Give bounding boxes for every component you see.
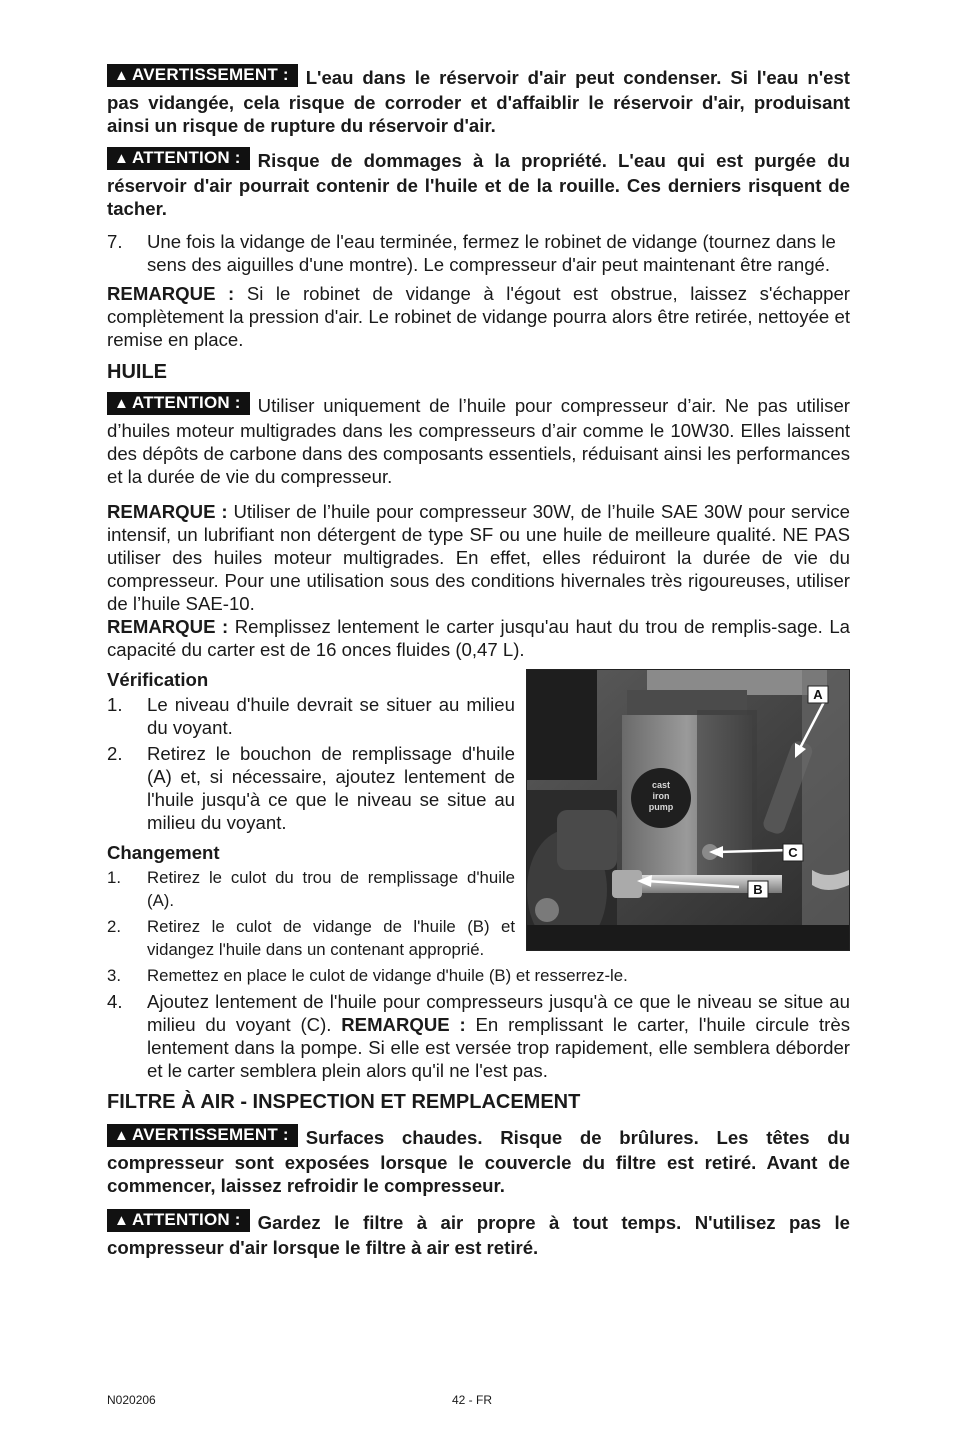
plate-text: pump [648,802,674,812]
callout-label-b: B [753,882,763,897]
list-item: 1. Le niveau d'huile devrait se situer au milieu du voyant. [107,694,515,738]
changement-list-long [107,964,850,1082]
subheading-verification: Vérification [107,669,209,690]
list-item: 7. Une fois la vidange de l'eau terminée, fermez le robinet de vidange (tournez dans le sens des aiguilles d'une montre). Le compresseur d'air peut maintenant être rangé. [107,231,836,275]
page-number: 42 - FR [452,1393,493,1407]
attention-oil-type: ▲ ATTENTION : Utiliser uniquement de l’huile pour compresseur d’air. Ne pas utiliser d’huiles moteur multigrades dans les compresseurs d’air comme le 10W30. Elles laissent des dépôts de carbone dans des composants essentiels, réduisant ainsi les performances et la durée de vie du compresseur. [107,393,850,487]
step-list-drain [107,230,850,276]
subheading-changement: Changement [107,842,220,863]
plate-text: cast [651,780,671,790]
warning-condensation [107,66,850,137]
warning-triangle-icon: ▲ [114,395,130,412]
attention-badge: ▲ ATTENTION : [107,1209,250,1232]
list-item: 1. Retirez le culot du trou de remplissage d'huile (A). [107,868,515,910]
callout-label-c: C [788,845,798,860]
document-code: N020206 [107,1393,156,1407]
plate-text: iron [652,791,670,801]
list-item: 3. Remettez en place le culot de vidange d'huile (B) et resserrez-le. [107,966,628,985]
attention-property-damage [107,149,850,220]
list-item: 4. Ajoutez lentement de l'huile pour compresseurs jusqu'à ce que le niveau se situe au milieu du voyant (C). REMARQUE : En remplissant le carter, l'huile circule très lentement dans la pompe. Si elle est versée trop rapidement, elle semblera déborder et le carter semblera plein alors qu'il ne l'est pas. [107,991,850,1081]
section-heading-huile: HUILE [107,361,167,383]
section-heading-filtre: FILTRE À AIR - INSPECTION ET REMPLACEMENT [107,1091,581,1113]
list-item: 2. Retirez le culot de vidange de l'huile (B) et vidangez l'huile dans un contenant approprié. [107,917,515,959]
warning-triangle-icon: ▲ [114,150,130,167]
avertissement-badge: ▲ AVERTISSEMENT : [107,1124,298,1147]
attention-air-filter: ▲ ATTENTION : Gardez le filtre à air propre à tout temps. N'utilisez pas le compresseur d'air lorsque le filtre à air est retiré. [107,1210,850,1258]
attention-badge: ▲ ATTENTION : [107,392,250,415]
manual-page [107,66,850,1271]
warning-hot-surfaces: ▲ AVERTISSEMENT : Surfaces chaudes. Risque de brûlures. Les têtes du compresseur sont exposées lorsque le couvercle du filtre est retiré. Avant de commencer, laissez refroidir le compresseur. [107,1125,850,1196]
oil-procedure-block [107,669,850,961]
warning-triangle-icon: ▲ [114,1212,130,1229]
compressor-pump-photo [526,669,850,951]
pump-illustration [527,670,849,950]
warning-triangle-icon: ▲ [114,67,130,84]
warning-text: L'eau dans le réservoir d'air peut condenser. Si l'eau n'est pas vidangée, cela risque de corroder et d'affaiblir le réservoir d'air, produisant ainsi un risque de rupture du réservoir d'air. [107,67,850,136]
note-oil-capacity: REMARQUE : Remplissez lentement le carter jusqu'au haut du trou de remplis-sage. La capacité du carter est de 16 onces fluides (0,47 L). [107,616,851,660]
attention-badge: ▲ ATTENTION : [107,147,250,170]
avertissement-badge: ▲ AVERTISSEMENT : [107,64,298,87]
note-oil-grade: REMARQUE : Utiliser de l’huile pour compresseur 30W, de l’huile SAE 30W pour service intensif, un lubrifiant non détergent de type SF ou une huile de meilleure qualité. NE PAS utiliser des huiles moteur multigrades. En effet, elles réduiront la durée de vie du compresseur. Pour une utilisation sous des conditions hivernales très rigoureuses, utiliser de l’huile SAE-10. [107,501,851,614]
warning-triangle-icon: ▲ [114,1127,130,1144]
verification-list [107,693,515,834]
oil-procedure-text [107,669,515,961]
attention-text: Risque de dommages à la propriété. L'eau qui est purgée du réservoir d'air pourrait contenir de l'huile et de la rouille. Ces derniers risquent de tacher. [107,150,850,219]
callout-label-a: A [813,687,823,702]
changement-list-short [107,866,515,961]
note-drain-valve: REMARQUE : Si le robinet de vidange à l'égout est obstrue, laissez s'échapper complètement la pression d'air. Le robinet de vidange pourra alors être retirée, nettoyée et remise en place. [107,283,850,350]
list-item: 2. Retirez le bouchon de remplissage d'huile (A) et, si nécessaire, ajoutez lentement de l'huile jusqu'à ce que le niveau se situe au milieu du voyant. [107,743,515,833]
